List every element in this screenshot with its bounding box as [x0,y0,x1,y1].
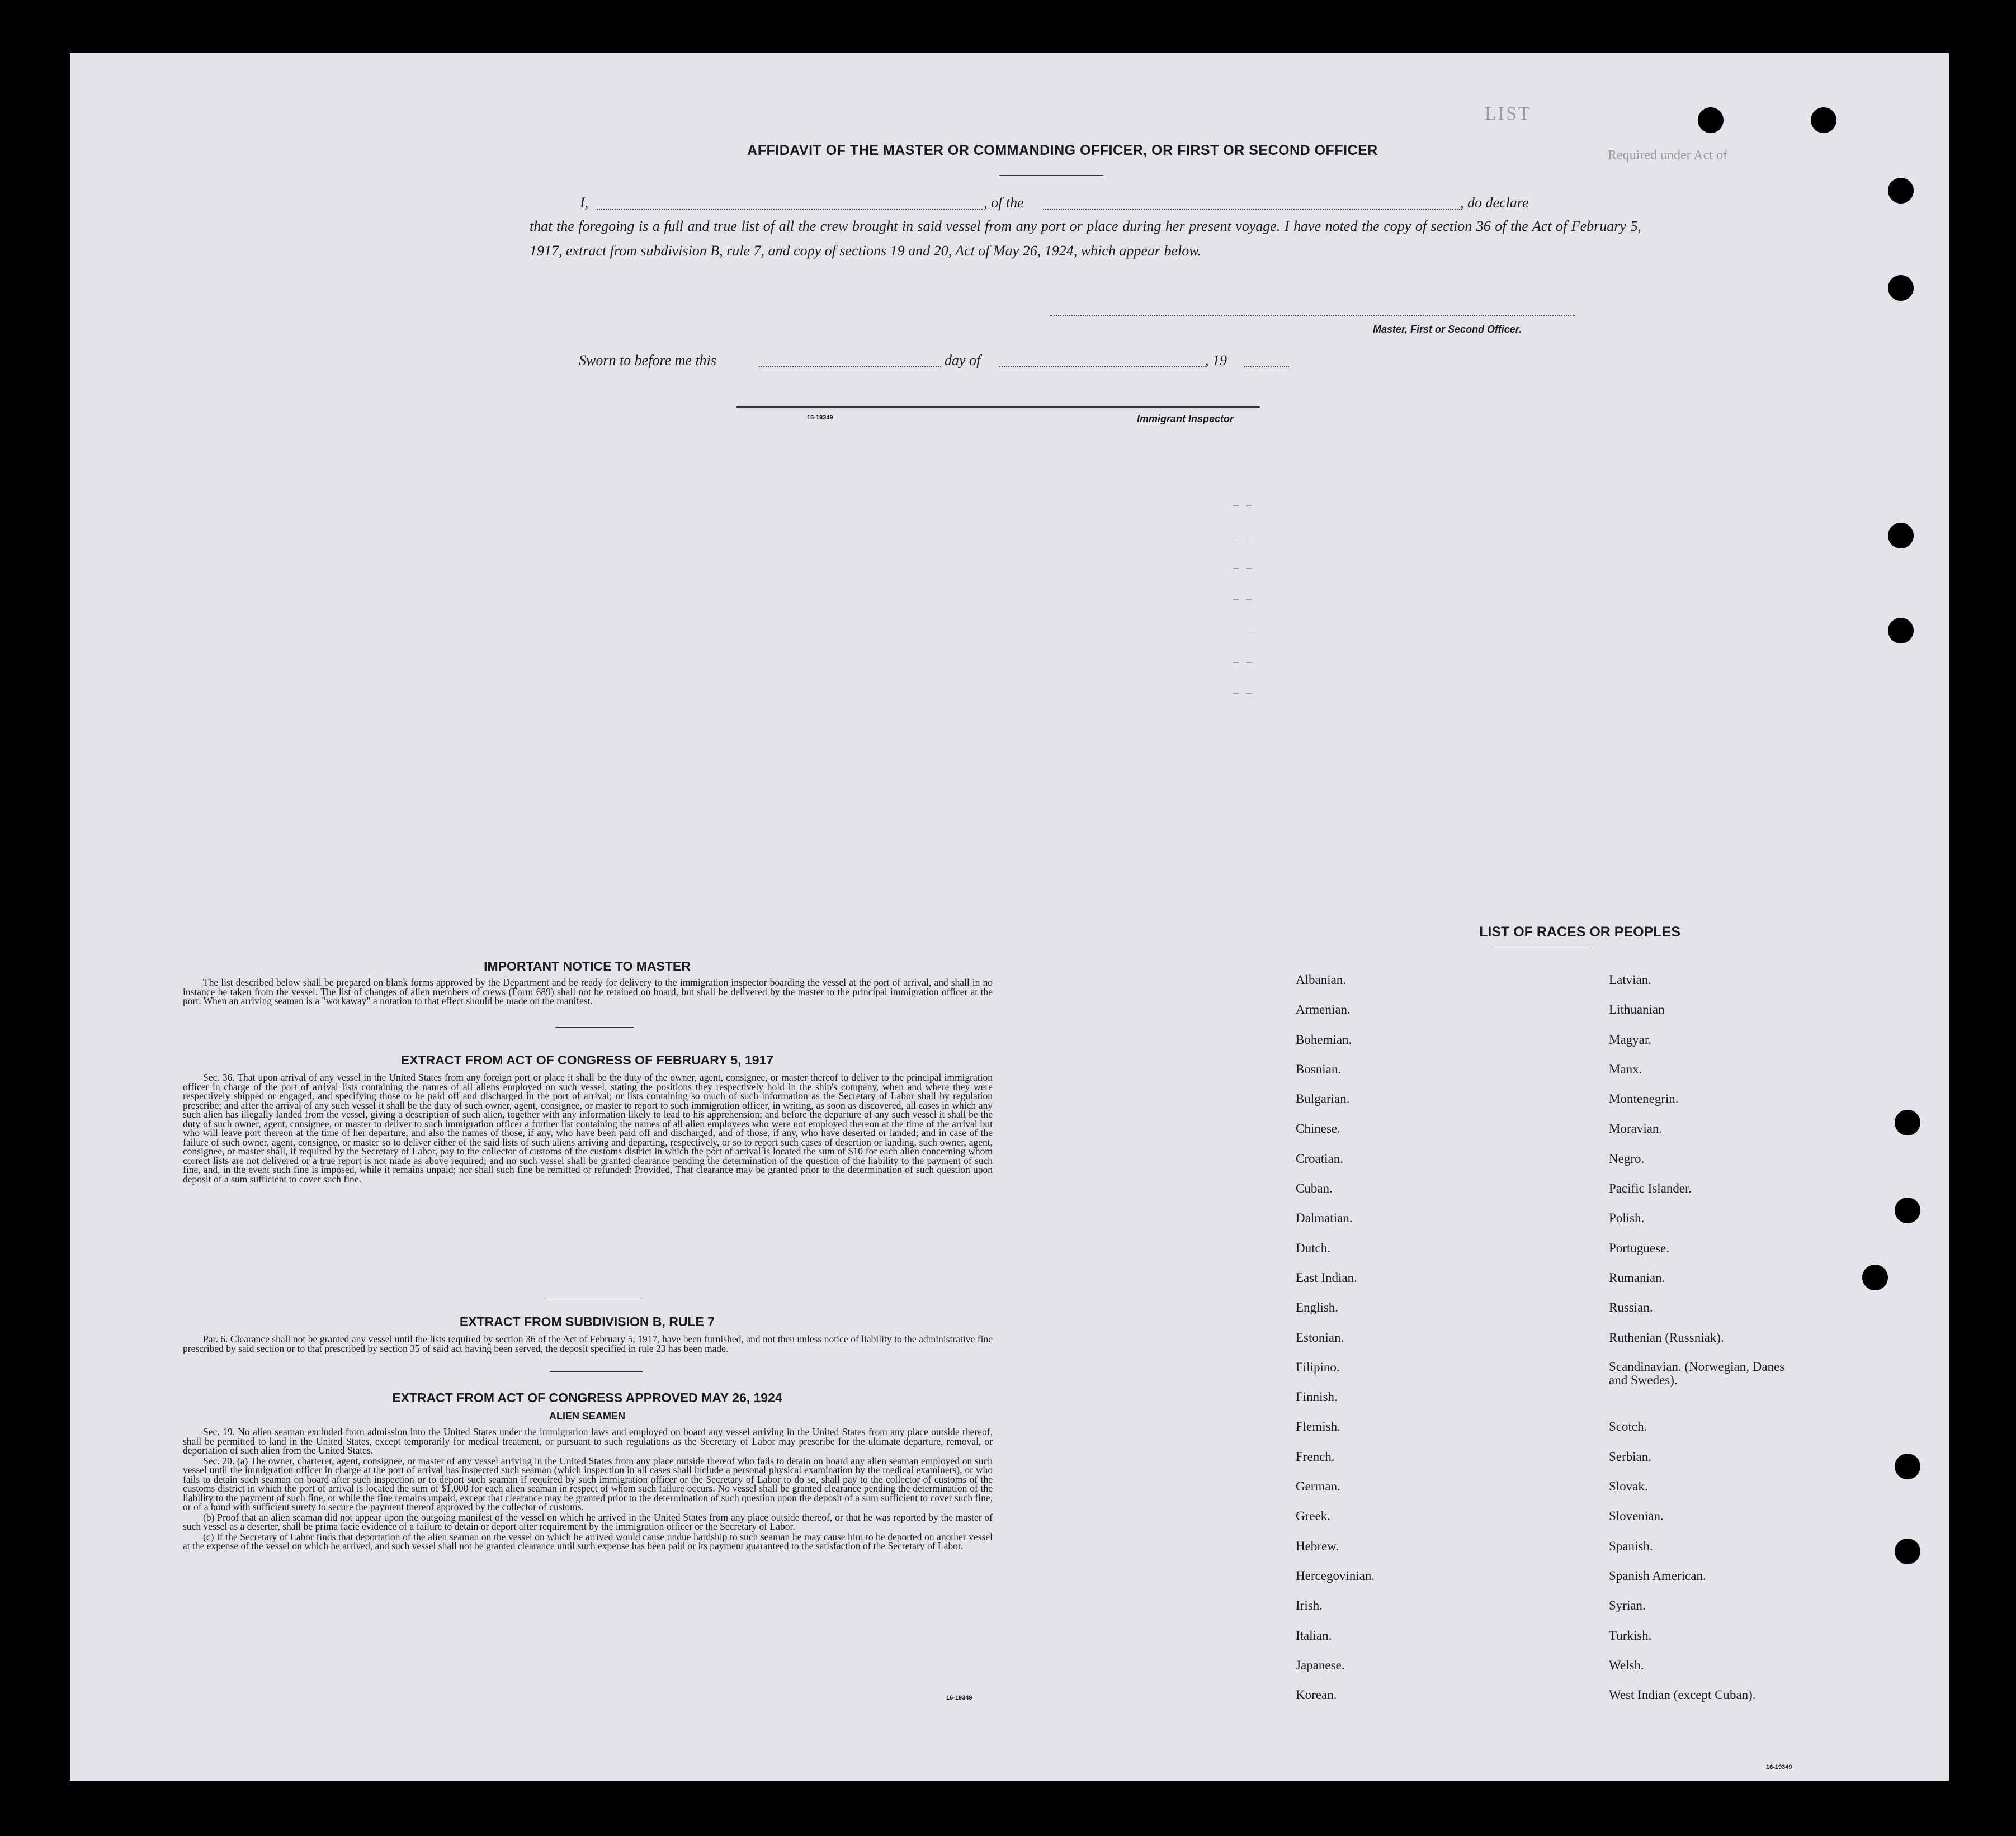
race-item: Russian. [1609,1300,1653,1315]
sworn-line [579,348,1362,373]
punch-hole [1895,1110,1920,1135]
race-item: Bohemian. [1296,1032,1352,1047]
race-item: Slovak. [1609,1479,1648,1494]
sec-36-paragraph: Sec. 36. That upon arrival of any vessel in the United States from any foreign port or place it shall be the duty of the owner, agent, consignee, or master thereof to deliver to the principal immigration officer in charge of the port of arrival lists containing the names of all aliens employed on such vessel, stating the positions they respectively hold in the ship's company, when and where they were respectively shipped or engaged, and specifying those to be paid off and discharged in the port of arrival; or lists containing so much of such information as the Secretary of Labor shall by regulation prescribe; and after the arrival of any such vessel it shall be the duty of such owner, agent, consignee, or master to report to such immigration officer, in writing, as soon as discovered, all cases in which any such alien has illegally landed from the vessel, giving a description of such alien, together with any information likely to lead to his apprehension; and before the departure of any such vessel it shall be the duty of such owner, agent, consignee, or master to deliver to such immigration officer a further list containing the names of all alien employees who were not employed thereon at the time of the arrival but who will leave port thereon at the time of her departure, and also the names of those, if any, who have been paid off and discharged, and of those, if any, who have deserted or landed; and in case of the failure of such owner, agent, consignee, or master so to deliver either of the said lists of such aliens arriving and departing, respectively, or so to report such cases of desertion or landing, such owner, agent, consignee, or master shall, if required by the Secretary of Labor, pay to the collector of customs of the customs district in which the port of arrival is located the sum of $10 for each alien concerning whom correct lists are not delivered or a true report is not made as above required; and no such vessel shall be granted clearance pending the determination of the question of the liability to the payment of such fine, and, in the event such fine is imposed, while it remains unpaid; nor shall such fine be remitted or refunded: Provided, That clearance may be granted prior to the determination of such question upon deposit of a sum sufficient to cover such fine. [183,1072,993,1185]
race-item: Spanish. [1609,1539,1653,1553]
extract-rule7-body [183,1335,993,1354]
sec-20a-paragraph: Sec. 20. (a) The owner, charterer, agent, consignee, or master of any vessel arriving in the United States from any place outside thereof who fails to detain on board any alien seaman employed on such vessel until the immigration officer in charge at the port of arrival has inspected such seaman (which inspection in all cases shall include a personal physical examination by the medical examiners), or who fails to detain such seaman on board after such inspection or to deport such seaman if required by such immigration officer or the Secretary of Labor to do so, shall pay to the collector of customs of the customs district in which the port of arrival is located the sum of $1,000 for each alien seaman in respect of whom such failure occurs. No vessel shall be granted clearance pending the determination of the liability to the payment of such fine, or while the fine remains unpaid, except that clearance may be granted prior to the determination of such question upon the deposit of a sum sufficient to cover such fine, or of a bond with sufficient surety to secure the payment thereof approved by the collector of customs. [183,1455,993,1512]
extract-1917-body [183,1073,993,1185]
race-item: West Indian (except Cuban). [1609,1688,1756,1702]
race-item: Hebrew. [1296,1539,1339,1553]
race-item: Syrian. [1609,1598,1646,1613]
punch-hole [1888,523,1914,548]
sworn-year-field[interactable] [1244,353,1289,367]
races-right-column [1609,973,1855,1717]
race-item: Polish. [1609,1211,1645,1225]
race-item: Estonian. [1296,1330,1344,1345]
sworn-day-of: day of [945,352,981,368]
affidavit-body: that the foregoing is a full and true list of all the crew brought in said vessel from any port or place during her present voyage. I have noted the copy of section 36 of the Act of February 5, 1917, extract from subdivision B, rule 7, and copy of sections 19 and 20, Act of May 26, 1924, which appear below. [530,218,1641,259]
race-item: Ruthenian (Russniak). [1609,1330,1724,1345]
race-item: Scotch. [1609,1419,1647,1434]
inspector-signature-line[interactable] [736,406,1260,408]
race-item: Pacific Islander. [1609,1181,1692,1196]
extract-rule7-divider [550,1371,643,1372]
extract-1924-body [183,1427,993,1552]
punch-hole [1888,275,1914,301]
affidavit-form-number: 16-19349 [807,414,833,421]
race-item: Italian. [1296,1628,1332,1643]
race-item: Moravian. [1609,1122,1663,1136]
affidavit-first-line [530,191,1642,215]
notice-form-number: 16-19349 [946,1695,972,1701]
sec-20b-paragraph: (b) Proof that an alien seaman did not appear upon the outgoing manifest of the vessel on which he arrived in the United States from any place outside thereof, or that he was reported by the master of such vessel as a deserter, shall be prima facie evidence of a failure to detain or deport after requirement by the immigration officer or the Secretary of Labor. [183,1511,993,1532]
race-item: Magyar. [1609,1032,1652,1047]
inspector-label: Immigrant Inspector [1137,413,1234,424]
race-item: Irish. [1296,1598,1323,1613]
race-item: Cuban. [1296,1181,1333,1196]
sworn-month-field[interactable] [999,353,1206,367]
document-page [70,53,1949,1781]
race-item: Chinese. [1296,1122,1340,1136]
signature-line[interactable] [1050,314,1575,316]
punch-hole [1895,1539,1920,1564]
race-item: Negro. [1609,1151,1645,1166]
race-item: French. [1296,1449,1335,1464]
race-item: East Indian. [1296,1270,1357,1285]
punch-hole [1888,618,1914,643]
races-form-number: 16-19349 [1766,1764,1792,1771]
signature-label: Master, First or Second Officer. [1373,324,1522,335]
race-item: German. [1296,1479,1340,1494]
race-item: Greek. [1296,1509,1330,1523]
race-item: English. [1296,1300,1339,1315]
race-item: Dalmatian. [1296,1211,1353,1225]
race-item: Bosnian. [1296,1062,1342,1076]
sworn-year: , 19 [1205,352,1227,368]
punch-hole [1862,1265,1888,1290]
races-heading: LIST OF RACES OR PEOPLES [1479,924,1680,940]
race-item: Bulgarian. [1296,1092,1350,1106]
notice-paragraph: The list described below shall be prepared on blank forms approved by the Department and be ready for delivery to the immigration inspector boarding the vessel at the port of arrival, and shall in no instance be taken from the vessel. The list of changes of alien members of crews (Form 689) shall not be retained on board, but shall be delivered by the master to the principal immigration officer at the port. When an arriving seaman is a "workaway" a notation to that effect should be made on the manifest. [183,977,993,1006]
extract-rule7-heading: EXTRACT FROM SUBDIVISION B, RULE 7 [459,1314,715,1329]
alien-seamen-subheading: ALIEN SEAMEN [549,1411,625,1422]
race-item: Finnish. [1296,1390,1338,1404]
punch-hole [1888,178,1914,204]
i-label: I, [580,195,589,211]
extract-1917-heading: EXTRACT FROM ACT OF CONGRESS OF FEBRUARY 5, 1917 [400,1053,774,1067]
vessel-field-line[interactable] [1043,195,1462,210]
punch-hole [1698,107,1724,133]
title-divider [999,175,1103,176]
sec-20c-paragraph: (c) If the Secretary of Labor finds that deportation of the alien seaman on the vessel on which he arrived would cause undue hardship to such seaman he may cause him to be deported on another vessel at the expense of the vessel on which he arrived, and such vessel shall not be granted clearance until such expense has been paid or its payment guaranteed to the satisfaction of the Secretary of Labor. [183,1531,993,1551]
race-item: Albanian. [1296,973,1347,987]
bleed-through-list-mark: LIST [1485,103,1532,124]
punch-hole [1895,1198,1920,1223]
race-item: Croatian. [1296,1151,1343,1166]
race-item: Slovenian. [1609,1509,1664,1523]
race-item: Dutch. [1296,1241,1330,1255]
race-item: Hercegovinian. [1296,1568,1375,1583]
bleed-through-required-text: Required under Act of [1608,148,1727,163]
sworn-prefix: Sworn to before me this [579,352,717,368]
race-item: Serbian. [1609,1449,1652,1464]
race-item: Latvian. [1609,973,1651,987]
punch-hole [1895,1454,1920,1479]
of-the-label: , of the [984,195,1024,211]
par-6-paragraph: Par. 6. Clearance shall not be granted any vessel until the lists required by section 36 of the Act of February 5, 1917, have been furnished, and not then unless notice of liability to the administrative fine prescribed by said section or to that prescribed by section 35 of said act having been served, the deposit specified in rule 23 has been made. [183,1333,993,1354]
race-item: Filipino. [1296,1360,1340,1374]
race-item: Rumanian. [1609,1270,1665,1285]
notice-body [183,978,993,1007]
race-item: Welsh. [1609,1658,1644,1672]
notice-divider [555,1027,634,1028]
race-item: Armenian. [1296,1002,1351,1017]
name-field-line[interactable] [597,195,983,210]
race-item: Spanish American. [1609,1568,1706,1583]
race-item: Korean. [1296,1688,1337,1702]
race-item: Montenegrin. [1609,1092,1679,1106]
race-item: Portuguese. [1609,1241,1669,1255]
race-item: Manx. [1609,1062,1642,1076]
punch-hole [1811,107,1836,133]
race-item: Japanese. [1296,1658,1345,1672]
race-item: Flemish. [1296,1419,1340,1434]
race-item: Turkish. [1609,1628,1652,1643]
sec-19-paragraph: Sec. 19. No alien seaman excluded from admission into the United States under the immigration laws and employed on board any vessel arriving in the United States from any place outside thereof, shall be permitted to land in the United States, except temporarily for medical treatment, or pursuant to such regulations as the Secretary of Labor may prescribe for the ultimate departure, removal, or deportation of such alien from the United States. [183,1426,993,1456]
notice-heading: IMPORTANT NOTICE TO MASTER [484,959,691,973]
race-item: Lithuanian [1609,1002,1665,1017]
races-left-column [1296,973,1609,1717]
do-declare-label: , do declare [1460,195,1529,211]
bleed-through-ticks: – – – – – – – – – – – – – – [1233,499,1254,699]
extract-1924-heading: EXTRACT FROM ACT OF CONGRESS APPROVED MAY 26, 1924 [392,1390,782,1405]
affidavit-title: AFFIDAVIT OF THE MASTER OR COMMANDING OFFICER, OR FIRST OR SECOND OFFICER [747,143,1378,158]
sworn-day-field[interactable] [759,353,941,367]
race-item: Scandinavian. (Norwegian, Danes and Swedes). [1609,1359,1785,1387]
